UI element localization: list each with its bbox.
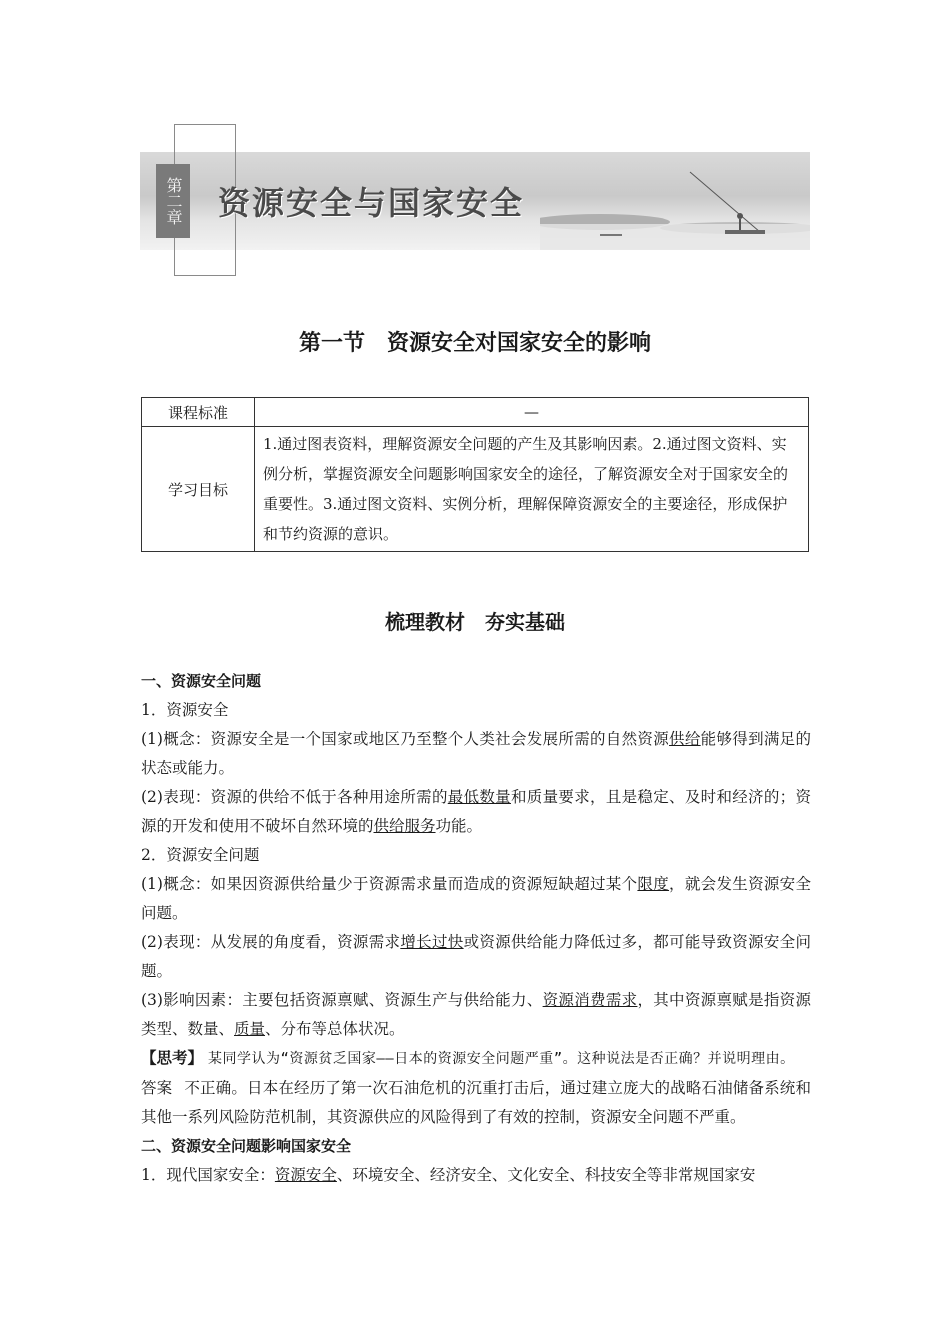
subheading-resource-security-problem: 2．资源安全问题 bbox=[141, 846, 260, 864]
table-row bbox=[142, 398, 809, 427]
subheading-resource-security: 1．资源安全 bbox=[141, 701, 229, 719]
answer-tag: 答案 bbox=[141, 1079, 173, 1097]
chapter-number-tag: 第二章 bbox=[156, 164, 190, 238]
blank-answer: 资源安全 bbox=[274, 1166, 337, 1184]
blank-answer: 供给服务 bbox=[373, 817, 436, 835]
blank-answer: 质量 bbox=[234, 1020, 266, 1038]
table-row bbox=[142, 427, 809, 552]
body-content bbox=[141, 667, 811, 1190]
heading-resource-security-issues: 一、资源安全问题 bbox=[141, 672, 262, 690]
paragraph: (1)概念：资源安全是一个国家或地区乃至整个人类社会发展所需的自然资源供给能够得到满足的状态或能力。 bbox=[141, 730, 811, 777]
think-tag: 【思考】 bbox=[141, 1049, 204, 1067]
answer bbox=[141, 1074, 811, 1132]
blank-answer: 限度 bbox=[637, 875, 670, 893]
think-question bbox=[141, 1044, 811, 1074]
sub-section-title: 梳理教材 夯实基础 bbox=[385, 610, 565, 634]
section-title: 第一节 资源安全对国家安全的影响 bbox=[298, 331, 651, 356]
blank-answer: 资源消费需求 bbox=[542, 991, 638, 1009]
paragraph: (2)表现：从发展的角度看，资源需求增长过快或资源供给能力降低过多，都可能导致资源安全问题。 bbox=[141, 933, 811, 980]
chapter-title: 资源安全与国家安全 bbox=[218, 184, 525, 222]
answer-text: 不正确。日本在经历了第一次石油危机的沉重打击后，通过建立庞大的战略石油储备系统和其他一系列风险防范机制，其资源供应的风险得到了有效的控制，资源安全问题不严重。 bbox=[141, 1079, 811, 1126]
paragraph: (2)表现：资源的供给不低于各种用途所需的最低数量和质量要求，且是稳定、及时和经济的；资源的开发和使用不破坏自然环境的供给服务功能。 bbox=[141, 788, 811, 835]
curriculum-standard-value: — bbox=[255, 398, 809, 427]
paragraph: 1．现代国家安全：资源安全、环境安全、经济安全、文化安全、科技安全等非常规国家安 bbox=[141, 1166, 756, 1184]
paragraph: (1)概念：如果因资源供给量少于资源需求量而造成的资源短缺超过某个限度，就会发生资源安全问题。 bbox=[141, 875, 811, 922]
landscape-illustration bbox=[540, 152, 810, 250]
think-text: 某同学认为“资源贫乏国家——日本的资源安全问题严重”。这种说法是否正确？并说明理由。 bbox=[207, 1051, 795, 1067]
blank-answer: 增长过快 bbox=[400, 933, 464, 951]
learning-goals-value: 1.通过图表资料，理解资源安全问题的产生及其影响因素。2.通过图文资料、实例分析，掌握资源安全问题影响国家安全的途径，了解资源安全对于国家安全的重要性。3.通过图文资料、实例分析，理解保障资源安全的主要途径，形成保护和节约资源的意识。 bbox=[255, 427, 809, 552]
curriculum-standard-label: 课程标准 bbox=[142, 398, 255, 427]
chapter-banner bbox=[140, 124, 810, 284]
learning-goals-table bbox=[141, 397, 809, 552]
paragraph: (3)影响因素：主要包括资源禀赋、资源生产与供给能力、资源消费需求，其中资源禀赋是指资源类型、数量、质量、分布等总体状况。 bbox=[141, 991, 811, 1038]
heading-national-security-impact: 二、资源安全问题影响国家安全 bbox=[141, 1137, 352, 1155]
learning-goals-label: 学习目标 bbox=[142, 427, 255, 552]
blank-answer: 最低数量 bbox=[447, 788, 511, 806]
blank-answer: 供给 bbox=[669, 730, 701, 748]
